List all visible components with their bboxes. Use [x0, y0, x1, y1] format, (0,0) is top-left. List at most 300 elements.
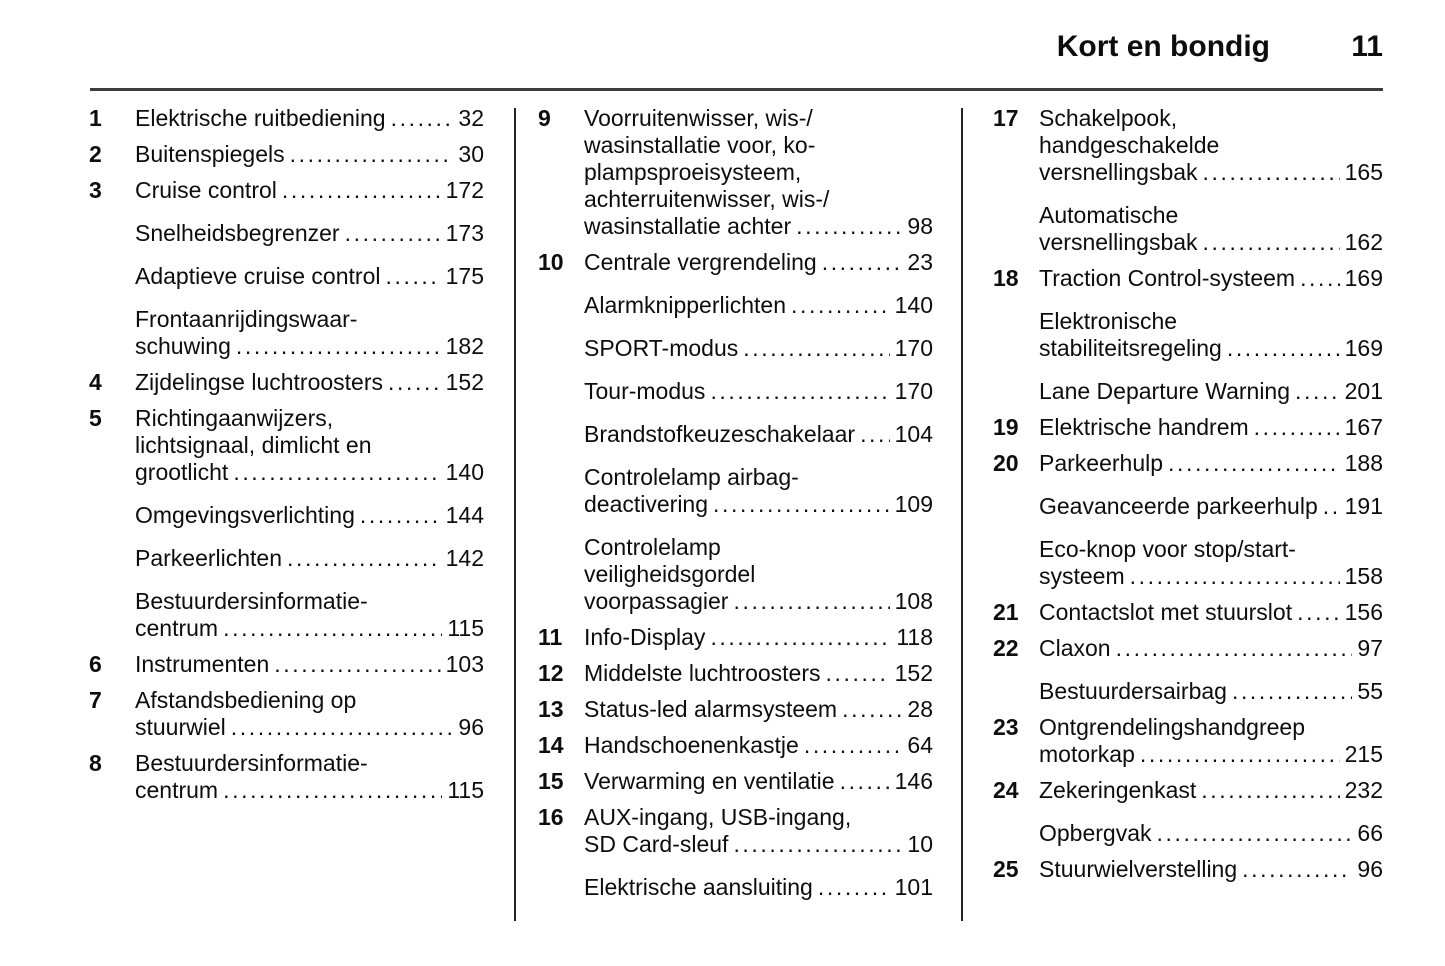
toc-entry-body — [584, 534, 933, 615]
toc-entry-page: 152 — [894, 660, 933, 686]
toc-entry-label-line: systeem — [1039, 563, 1125, 589]
toc-entry-body — [135, 502, 484, 529]
toc-entry-label-line: Instrumenten — [135, 651, 270, 677]
dot-leader — [236, 333, 441, 360]
dot-leader — [1242, 856, 1352, 883]
toc-entry-last-line — [1039, 635, 1383, 662]
toc-entry-label-line: Elektrische handrem — [1039, 414, 1249, 440]
toc-entry-label-line: Frontaanrijdingswaar- — [135, 306, 358, 332]
toc-entry-last-line — [135, 105, 484, 132]
dot-leader — [791, 292, 890, 319]
toc-entry-label-line: Alarmknipperlichten — [584, 292, 786, 318]
toc-entry-label-line: Ontgrendelingshandgreep — [1039, 714, 1305, 740]
header-rule — [90, 88, 1383, 91]
toc-entry — [993, 856, 1383, 883]
toc-entry-body — [135, 687, 484, 741]
toc-entry-page: 170 — [894, 335, 933, 361]
dot-leader — [1232, 678, 1352, 705]
dot-leader — [796, 213, 902, 240]
toc-entry-label-line: Elektronische — [1039, 308, 1178, 334]
dot-leader — [1323, 493, 1340, 520]
toc-entry-number: 19 — [993, 414, 1019, 440]
toc-entry-last-line — [135, 545, 484, 572]
toc-entry-number: 23 — [993, 714, 1019, 740]
toc-entry-page: 156 — [1344, 599, 1383, 625]
toc-entry-body — [584, 249, 933, 276]
toc-entry-label-line: stabiliteitsregeling — [1039, 335, 1222, 361]
toc-entry-label-line: Bestuurdersinformatie- — [135, 588, 368, 614]
dot-leader — [345, 220, 441, 247]
toc-entry — [993, 820, 1383, 847]
toc-entry-body — [1039, 105, 1383, 186]
toc-entry-body — [1039, 536, 1383, 590]
toc-entry-last-line — [1039, 777, 1383, 804]
dot-leader — [818, 874, 890, 901]
toc-entry-last-line — [1039, 450, 1383, 477]
toc-entry-label-line: Brandstofkeuzeschakelaar — [584, 421, 856, 447]
toc-entry-last-line — [584, 588, 933, 615]
toc-entry-last-line — [1039, 820, 1383, 847]
toc-entry-page: 32 — [458, 105, 484, 131]
toc-entry-body — [135, 105, 484, 132]
dot-leader — [1116, 635, 1353, 662]
toc-entry-body — [1039, 493, 1383, 520]
toc-entry — [89, 141, 484, 168]
toc-entry — [538, 660, 933, 687]
toc-entry-body — [1039, 635, 1383, 662]
toc-entry-body — [135, 651, 484, 678]
toc-entry-page: 23 — [907, 249, 933, 275]
toc-entry-last-line — [135, 141, 484, 168]
toc-entry-label-line: Controlelamp — [584, 534, 721, 560]
toc-entry-body — [584, 292, 933, 319]
toc-entry-label-line: Automatische — [1039, 202, 1179, 228]
toc-entry-body — [135, 369, 484, 396]
toc-entry-label-line: Opbergvak — [1039, 820, 1152, 846]
column-divider — [514, 108, 516, 921]
toc-entry-label-line: veiligheidsgordel — [584, 561, 756, 587]
dot-leader — [231, 714, 454, 741]
toc-entry-page: 169 — [1344, 335, 1383, 361]
dot-leader — [233, 459, 440, 486]
toc-entry-label-line: SD Card-sleuf — [584, 831, 729, 857]
toc-entry-body — [1039, 265, 1383, 292]
toc-entry-label-line: Zekeringenkast — [1039, 777, 1197, 803]
toc-entry — [538, 874, 933, 901]
toc-entry-label-line: Middelste luchtroosters — [584, 660, 821, 686]
toc-entry-label-line: stuurwiel — [135, 714, 226, 740]
toc-entry-last-line — [135, 714, 484, 741]
toc-entry-body — [1039, 450, 1383, 477]
toc-entry — [89, 177, 484, 204]
toc-entry-last-line — [1039, 159, 1383, 186]
toc-entry-last-line — [135, 369, 484, 396]
dot-leader — [1157, 820, 1353, 847]
toc-entry-number: 17 — [993, 105, 1019, 131]
toc-entry-page: 158 — [1344, 563, 1383, 589]
toc-entry-page: 170 — [894, 378, 933, 404]
dot-leader — [743, 335, 889, 362]
dot-leader — [385, 263, 440, 290]
toc-entry — [89, 651, 484, 678]
toc-entry — [538, 696, 933, 723]
dot-leader — [713, 491, 890, 518]
toc-entry-number: 13 — [538, 696, 564, 722]
toc-entry-label-line: Zijdelingse luchtroosters — [135, 369, 384, 395]
toc-entry-label-line: Traction Control-systeem — [1039, 265, 1296, 291]
dot-leader — [840, 768, 890, 795]
dot-leader — [1203, 159, 1340, 186]
toc-entry-page: 97 — [1357, 635, 1383, 661]
toc-entry-page: 152 — [445, 369, 484, 395]
toc-entry-label-line: Eco-knop voor stop/start- — [1039, 536, 1296, 562]
page-number: 11 — [1351, 30, 1383, 63]
toc-entry-last-line — [584, 335, 933, 362]
toc-entry-last-line — [1039, 378, 1383, 405]
dot-leader — [710, 378, 889, 405]
toc-entry-label-line: Snelheidsbegrenzer — [135, 220, 340, 246]
toc-entry-last-line — [1039, 335, 1383, 362]
toc-entry-page: 162 — [1344, 229, 1383, 255]
toc-entry-body — [584, 804, 933, 858]
toc-entry-label-line: Bestuurdersairbag — [1039, 678, 1227, 704]
toc-entry-label-line: versnellingsbak — [1039, 229, 1198, 255]
toc-entry-label-line: Lane Departure Warning — [1039, 378, 1291, 404]
toc-entry — [538, 804, 933, 858]
toc-entry-label-line: Schakelpook, — [1039, 105, 1178, 131]
toc-entry-body — [584, 378, 933, 405]
toc-entry — [538, 292, 933, 319]
toc-entry-label-line: grootlicht — [135, 459, 229, 485]
toc-entry-last-line — [135, 777, 484, 804]
toc-entry-number: 24 — [993, 777, 1019, 803]
toc-entry-body — [584, 660, 933, 687]
toc-entry — [538, 335, 933, 362]
toc-entry-page: 64 — [907, 732, 933, 758]
toc-entry-body — [135, 141, 484, 168]
dot-leader — [287, 545, 441, 572]
dot-leader — [842, 696, 902, 723]
toc-entry-label-line: Controlelamp airbag- — [584, 464, 799, 490]
toc-entry-label-line: Adaptieve cruise control — [135, 263, 381, 289]
toc-entry-last-line — [135, 651, 484, 678]
toc-entry — [993, 265, 1383, 292]
toc-entry-page: 172 — [445, 177, 484, 203]
toc-entry-page: 188 — [1344, 450, 1383, 476]
toc-entry-label-line: SPORT-modus — [584, 335, 739, 361]
toc-entry — [89, 687, 484, 741]
toc-entry-number: 1 — [89, 105, 102, 131]
toc-entry-body — [584, 464, 933, 518]
dot-leader — [1130, 563, 1340, 590]
toc-entry — [538, 534, 933, 615]
toc-entry-label-line: Verwarming en ventilatie — [584, 768, 835, 794]
toc-entry-last-line — [584, 768, 933, 795]
toc-entry — [538, 105, 933, 240]
toc-entry-last-line — [584, 378, 933, 405]
dot-leader — [1203, 229, 1340, 256]
toc-entry-last-line — [584, 696, 933, 723]
toc-entry-number: 8 — [89, 750, 102, 776]
dot-leader — [274, 651, 440, 678]
toc-entry — [538, 624, 933, 651]
toc-entry-label-line: Richtingaanwijzers, — [135, 405, 334, 431]
toc-entry-label-line: Elektrische ruitbediening — [135, 105, 386, 131]
toc-entry — [89, 369, 484, 396]
toc-entry-label-line: wasinstallatie voor, ko- — [584, 132, 816, 158]
toc-entry-body — [135, 220, 484, 247]
toc-entry-label-line: Stuurwielverstelling — [1039, 856, 1238, 882]
toc-entry-page: 109 — [894, 491, 933, 517]
toc-entry-page: 30 — [458, 141, 484, 167]
toc-entry-body — [135, 263, 484, 290]
toc-entry — [89, 306, 484, 360]
toc-entry — [993, 308, 1383, 362]
dot-leader — [710, 624, 891, 651]
toc-entry-page: 201 — [1344, 378, 1383, 404]
toc-entry-number: 12 — [538, 660, 564, 686]
toc-entry-label-line: Geavanceerde parkeerhulp — [1039, 493, 1318, 519]
toc-entry-last-line — [584, 831, 933, 858]
toc-entry-last-line — [135, 177, 484, 204]
toc-entry — [993, 714, 1383, 768]
toc-entry-body — [135, 588, 484, 642]
toc-entry-label-line: plampsproeisysteem, — [584, 159, 802, 185]
toc-entry-body — [584, 105, 933, 240]
toc-entry-page: 28 — [907, 696, 933, 722]
toc-entry-page: 144 — [445, 502, 484, 528]
toc-entry-label-line: lichtsignaal, dimlicht en — [135, 432, 372, 458]
toc-entry — [89, 263, 484, 290]
dot-leader — [822, 249, 903, 276]
toc-entry-body — [1039, 856, 1383, 883]
toc-entry-last-line — [584, 213, 933, 240]
toc-entry-label-line: Cruise control — [135, 177, 277, 203]
toc-entry-label-line: schuwing — [135, 333, 231, 359]
toc-entry — [538, 378, 933, 405]
toc-entry-page: 115 — [447, 615, 484, 641]
dot-leader — [826, 660, 890, 687]
toc-entry — [89, 220, 484, 247]
toc-entry-page: 104 — [894, 421, 933, 447]
toc-entry-last-line — [1039, 229, 1383, 256]
toc-entry-body — [135, 177, 484, 204]
toc-entry-page: 232 — [1344, 777, 1383, 803]
toc-entry-label-line: Centrale vergrendeling — [584, 249, 817, 275]
toc-entry-label-line: Omgevingsverlichting — [135, 502, 355, 528]
toc-entry-body — [584, 768, 933, 795]
dot-leader — [223, 615, 442, 642]
toc-column-middle — [538, 105, 933, 901]
toc-entry-body — [1039, 678, 1383, 705]
toc-entry — [89, 588, 484, 642]
toc-entry-label-line: Bestuurdersinformatie- — [135, 750, 368, 776]
toc-entry-last-line — [135, 502, 484, 529]
toc-entry-last-line — [1039, 741, 1383, 768]
toc-entry-label-line: AUX-ingang, USB-ingang, — [584, 804, 852, 830]
toc-entry-number: 7 — [89, 687, 102, 713]
toc-entry-last-line — [1039, 493, 1383, 520]
toc-entry — [89, 105, 484, 132]
toc-entry-page: 98 — [907, 213, 933, 239]
toc-entry-label-line: motorkap — [1039, 741, 1135, 767]
toc-entry-label-line: Tour-modus — [584, 378, 706, 404]
toc-entry-label-line: versnellingsbak — [1039, 159, 1198, 185]
toc-entry-last-line — [1039, 678, 1383, 705]
toc-entry-body — [1039, 414, 1383, 441]
toc-entry — [993, 378, 1383, 405]
dot-leader — [1227, 335, 1340, 362]
toc-entry — [538, 768, 933, 795]
toc-entry-label-line: Voorruitenwisser, wis-/ — [584, 105, 813, 131]
dot-leader — [1300, 265, 1340, 292]
toc-entry-body — [135, 306, 484, 360]
toc-entry — [993, 536, 1383, 590]
toc-entry-body — [584, 696, 933, 723]
toc-entry-last-line — [135, 615, 484, 642]
toc-entry — [89, 545, 484, 572]
toc-entry-number: 11 — [538, 624, 563, 650]
toc-entry-page: 191 — [1344, 493, 1383, 519]
toc-entry-number: 3 — [89, 177, 102, 203]
toc-entry-label-line: Claxon — [1039, 635, 1111, 661]
toc-entry-page: 115 — [447, 777, 484, 803]
toc-entry — [538, 464, 933, 518]
toc-entry-label-line: Afstandsbediening op — [135, 687, 357, 713]
toc-entry-number: 5 — [89, 405, 102, 431]
toc-entry-body — [584, 624, 933, 651]
toc-entry — [993, 450, 1383, 477]
toc-entry — [89, 405, 484, 486]
toc-entry-last-line — [584, 421, 933, 448]
toc-entry-last-line — [1039, 265, 1383, 292]
toc-entry-last-line — [1039, 856, 1383, 883]
toc-entry-last-line — [1039, 414, 1383, 441]
toc-entry-last-line — [584, 249, 933, 276]
toc-entry — [538, 249, 933, 276]
dot-leader — [1140, 741, 1340, 768]
dot-leader — [290, 141, 454, 168]
toc-entry-last-line — [135, 220, 484, 247]
toc-entry-label-line: achterruitenwisser, wis-/ — [584, 186, 830, 212]
toc-entry — [993, 105, 1383, 186]
dot-leader — [1201, 777, 1339, 804]
toc-entry-body — [584, 335, 933, 362]
toc-entry-body — [584, 732, 933, 759]
toc-entry-body — [135, 750, 484, 804]
toc-entry-body — [1039, 714, 1383, 768]
toc-entry-body — [1039, 378, 1383, 405]
toc-entry — [993, 678, 1383, 705]
toc-entry-page: 167 — [1344, 414, 1383, 440]
toc-entry-number: 25 — [993, 856, 1019, 882]
toc-entry — [993, 202, 1383, 256]
toc-entry-page: 118 — [896, 624, 933, 650]
column-divider — [961, 108, 963, 921]
toc-entry-number: 9 — [538, 105, 551, 131]
toc-entry-last-line — [584, 624, 933, 651]
toc-entry — [89, 750, 484, 804]
toc-entry-label-line: Status-led alarmsysteem — [584, 696, 838, 722]
toc-entry-last-line — [584, 874, 933, 901]
dot-leader — [223, 777, 442, 804]
dot-leader — [804, 732, 903, 759]
dot-leader — [388, 369, 441, 396]
toc-entry — [89, 502, 484, 529]
toc-entry-page: 146 — [894, 768, 933, 794]
toc-entry-page: 103 — [445, 651, 484, 677]
toc-entry-number: 21 — [993, 599, 1019, 625]
dot-leader — [391, 105, 454, 132]
toc-entry-label-line: Parkeerlichten — [135, 545, 283, 571]
toc-entry-last-line — [584, 660, 933, 687]
toc-entry-body — [135, 545, 484, 572]
dot-leader — [1297, 599, 1340, 626]
toc-entry-page: 169 — [1344, 265, 1383, 291]
toc-entry-last-line — [135, 459, 484, 486]
toc-entry-page: 175 — [445, 263, 484, 289]
toc-entry-number: 4 — [89, 369, 102, 395]
dot-leader — [733, 588, 889, 615]
toc-column-right — [993, 105, 1383, 883]
dot-leader — [1295, 378, 1340, 405]
toc-entry-page: 142 — [445, 545, 484, 571]
toc-entry-number: 18 — [993, 265, 1019, 291]
toc-entry-body — [584, 421, 933, 448]
toc-entry-label-line: Info-Display — [584, 624, 706, 650]
toc-entry-label-line: centrum — [135, 615, 219, 641]
toc-entry-number: 14 — [538, 732, 564, 758]
toc-entry-last-line — [1039, 599, 1383, 626]
page-title: Kort en bondig — [1056, 30, 1270, 63]
toc-entry-label-line: centrum — [135, 777, 219, 803]
toc-entry-number: 10 — [538, 249, 564, 275]
toc-entry — [993, 599, 1383, 626]
toc-entry-body — [1039, 599, 1383, 626]
toc-entry-page: 96 — [1357, 856, 1383, 882]
toc-entry-page: 10 — [907, 831, 933, 857]
toc-entry-body — [1039, 820, 1383, 847]
toc-entry-label-line: deactivering — [584, 491, 709, 517]
dot-leader — [282, 177, 441, 204]
toc-entry-label-line: Buitenspiegels — [135, 141, 285, 167]
toc-entry-page: 165 — [1344, 159, 1383, 185]
toc-entry — [993, 414, 1383, 441]
toc-entry-label-line: handgeschakelde — [1039, 132, 1220, 158]
toc-entry-last-line — [1039, 563, 1383, 590]
toc-entry-page: 108 — [894, 588, 933, 614]
toc-entry-page: 140 — [445, 459, 484, 485]
toc-entry-page: 101 — [894, 874, 933, 900]
toc-entry-page: 96 — [458, 714, 484, 740]
toc-entry-body — [584, 874, 933, 901]
dot-leader — [1168, 450, 1340, 477]
toc-entry-number: 20 — [993, 450, 1019, 476]
toc-entry — [993, 777, 1383, 804]
toc-entry-page: 140 — [894, 292, 933, 318]
toc-entry-body — [1039, 202, 1383, 256]
toc-entry — [993, 493, 1383, 520]
toc-entry-page: 66 — [1357, 820, 1383, 846]
toc-entry-page: 173 — [445, 220, 484, 246]
dot-leader — [360, 502, 441, 529]
toc-entry-label-line: Parkeerhulp — [1039, 450, 1164, 476]
toc-entry-label-line: wasinstallatie achter — [584, 213, 792, 239]
toc-entry-number: 6 — [89, 651, 102, 677]
toc-entry-page: 215 — [1344, 741, 1383, 767]
toc-entry-body — [135, 405, 484, 486]
toc-entry-label-line: Elektrische aansluiting — [584, 874, 813, 900]
